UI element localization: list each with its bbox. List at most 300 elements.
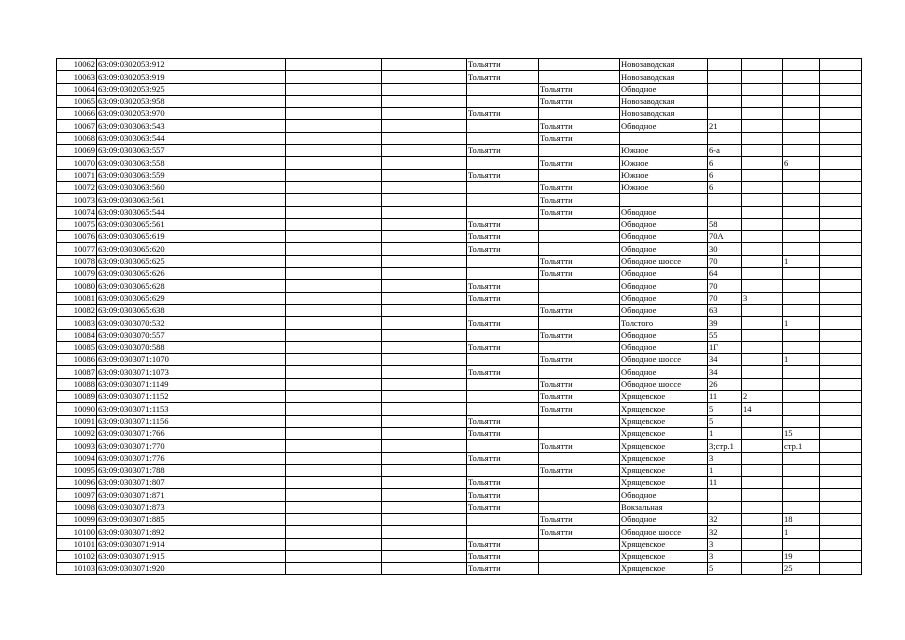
cell-extra-number: 19 [783,550,820,562]
cell-city-col-b [539,108,620,120]
cell-row-number: 10103 [57,563,97,575]
cell-cadastral-number: 63:09:0302053:925 [97,83,286,95]
cell-city-col-b: Тольятти [539,120,620,132]
cell-street: Обводное шоссе [620,526,708,538]
cell-empty-col-a [286,280,382,292]
cell-extra-number: стр.1 [783,440,820,452]
cell-cadastral-number: 63:09:0303063:543 [97,120,286,132]
table-row [57,194,862,206]
cell-street: Новозаводская [620,59,708,71]
cell-empty-col-c [820,206,862,218]
cell-city-col-a [467,95,539,107]
cell-empty-col-c [820,194,862,206]
cell-empty-col-a [286,366,382,378]
cell-empty-col-c [820,218,862,230]
cell-empty-col-b [382,181,467,193]
cell-empty-col-b [382,132,467,144]
cell-row-number: 10096 [57,477,97,489]
cell-building-number [742,181,783,193]
cell-city-col-a: Тольятти [467,231,539,243]
table-row [57,440,862,452]
cell-extra-number [783,95,820,107]
cell-row-number: 10069 [57,145,97,157]
cell-city-col-a: Тольятти [467,108,539,120]
cell-empty-col-a [286,378,382,390]
table-row [57,231,862,243]
cell-empty-col-a [286,489,382,501]
cell-extra-number [783,477,820,489]
cell-empty-col-a [286,440,382,452]
cell-empty-col-a [286,243,382,255]
cell-empty-col-c [820,440,862,452]
cell-house-number [708,83,742,95]
cell-cadastral-number: 63:09:0303063:544 [97,132,286,144]
cell-extra-number [783,378,820,390]
cell-empty-col-b [382,120,467,132]
cell-cadastral-number: 63:09:0303070:588 [97,341,286,353]
cell-building-number [742,206,783,218]
cell-city-col-b [539,243,620,255]
cell-city-col-b [539,477,620,489]
cell-street: Толстого [620,317,708,329]
cell-city-col-a [467,304,539,316]
cell-street: Обводное [620,243,708,255]
cell-extra-number [783,501,820,513]
cell-row-number: 10099 [57,513,97,525]
cell-building-number [742,489,783,501]
cell-empty-col-b [382,95,467,107]
cell-street: Обводное [620,218,708,230]
cell-row-number: 10102 [57,550,97,562]
cell-empty-col-a [286,329,382,341]
cell-building-number [742,550,783,562]
cell-cadastral-number: 63:09:0303065:619 [97,231,286,243]
cell-building-number [742,513,783,525]
table-row [57,477,862,489]
cell-house-number: 3 [708,550,742,562]
cell-cadastral-number: 63:09:0302053:958 [97,95,286,107]
cell-street: Обводное [620,341,708,353]
table-body [57,59,862,575]
cell-building-number [742,157,783,169]
cell-row-number: 10079 [57,268,97,280]
table-row [57,563,862,575]
cell-building-number [742,563,783,575]
cell-empty-col-c [820,83,862,95]
cell-house-number: 58 [708,218,742,230]
cell-empty-col-c [820,157,862,169]
table-row [57,181,862,193]
cell-extra-number [783,132,820,144]
cell-empty-col-a [286,415,382,427]
cell-city-col-a: Тольятти [467,292,539,304]
cell-cadastral-number: 63:09:0303065:561 [97,218,286,230]
cell-empty-col-c [820,341,862,353]
cell-row-number: 10095 [57,464,97,476]
cell-street: Хрящевское [620,440,708,452]
cell-house-number: 1 [708,427,742,439]
table-row [57,378,862,390]
cell-extra-number: 6 [783,157,820,169]
cell-building-number [742,304,783,316]
cell-building-number [742,255,783,267]
cell-street: Хрящевское [620,391,708,403]
table-row [57,304,862,316]
cell-street: Обводное [620,206,708,218]
cell-street: Южное [620,145,708,157]
cell-row-number: 10068 [57,132,97,144]
cell-street: Новозаводская [620,71,708,83]
cell-row-number: 10085 [57,341,97,353]
cell-empty-col-a [286,59,382,71]
cell-empty-col-b [382,550,467,562]
cell-building-number [742,132,783,144]
cell-city-col-a: Тольятти [467,489,539,501]
cell-street: Хрящевское [620,477,708,489]
cell-empty-col-b [382,292,467,304]
cell-empty-col-a [286,427,382,439]
cell-empty-col-b [382,83,467,95]
cell-city-col-b [539,452,620,464]
cell-building-number: 14 [742,403,783,415]
table-row [57,280,862,292]
table-row [57,169,862,181]
cell-empty-col-b [382,526,467,538]
cell-house-number [708,95,742,107]
cell-building-number [742,526,783,538]
cell-empty-col-c [820,354,862,366]
cell-house-number: 5 [708,403,742,415]
cell-row-number: 10086 [57,354,97,366]
cell-cadastral-number: 63:09:0303071:1073 [97,366,286,378]
cell-house-number: 70А [708,231,742,243]
cell-row-number: 10092 [57,427,97,439]
cell-city-col-b [539,231,620,243]
cell-row-number: 10097 [57,489,97,501]
cell-cadastral-number: 63:09:0303071:788 [97,464,286,476]
cell-city-col-b: Тольятти [539,255,620,267]
cell-city-col-b [539,169,620,181]
cell-empty-col-b [382,194,467,206]
table-row [57,538,862,550]
cell-cadastral-number: 63:09:0303065:629 [97,292,286,304]
cell-city-col-b [539,59,620,71]
cell-empty-col-c [820,550,862,562]
cell-street: Хрящевское [620,550,708,562]
cell-empty-col-b [382,71,467,83]
cell-empty-col-a [286,132,382,144]
cell-city-col-a [467,329,539,341]
cell-city-col-a [467,206,539,218]
cell-extra-number [783,268,820,280]
cell-empty-col-b [382,108,467,120]
cell-empty-col-a [286,194,382,206]
cell-empty-col-c [820,526,862,538]
cell-empty-col-a [286,452,382,464]
cell-empty-col-c [820,501,862,513]
cell-empty-col-b [382,341,467,353]
cell-extra-number: 1 [783,354,820,366]
cell-city-col-a [467,464,539,476]
cell-empty-col-c [820,59,862,71]
cell-empty-col-b [382,403,467,415]
cell-empty-col-b [382,329,467,341]
cell-house-number: 34 [708,354,742,366]
cell-building-number [742,95,783,107]
cell-city-col-b: Тольятти [539,194,620,206]
cell-city-col-b [539,550,620,562]
cell-empty-col-a [286,108,382,120]
cell-street: Хрящевское [620,538,708,550]
cell-cadastral-number: 63:09:0303070:532 [97,317,286,329]
cell-extra-number [783,538,820,550]
cell-city-col-a [467,194,539,206]
cell-empty-col-a [286,538,382,550]
cell-empty-col-c [820,108,862,120]
cell-empty-col-a [286,157,382,169]
cell-city-col-b: Тольятти [539,206,620,218]
cell-row-number: 10071 [57,169,97,181]
cell-cadastral-number: 63:09:0303071:1149 [97,378,286,390]
table-row [57,83,862,95]
cell-building-number [742,280,783,292]
cell-empty-col-a [286,255,382,267]
cell-empty-col-b [382,304,467,316]
cell-house-number: 64 [708,268,742,280]
cell-cadastral-number: 63:09:0303071:807 [97,477,286,489]
cell-building-number [742,145,783,157]
cell-city-col-a: Тольятти [467,538,539,550]
cell-empty-col-c [820,243,862,255]
cell-cadastral-number: 63:09:0303071:1153 [97,403,286,415]
cell-city-col-a [467,513,539,525]
cell-extra-number [783,292,820,304]
cell-extra-number [783,120,820,132]
cell-city-col-b: Тольятти [539,391,620,403]
table-row [57,366,862,378]
cell-house-number: 5 [708,415,742,427]
cell-building-number [742,317,783,329]
cell-street: Новозаводская [620,108,708,120]
cell-city-col-b [539,218,620,230]
cell-building-number [742,329,783,341]
cell-empty-col-a [286,563,382,575]
cell-cadastral-number: 63:09:0303071:766 [97,427,286,439]
cell-house-number: 6 [708,157,742,169]
cell-city-col-b: Тольятти [539,132,620,144]
cell-cadastral-number: 63:09:0303071:914 [97,538,286,550]
cell-cadastral-number: 63:09:0303063:559 [97,169,286,181]
cell-city-col-b: Тольятти [539,304,620,316]
cell-street [620,132,708,144]
cell-empty-col-a [286,341,382,353]
table-row [57,550,862,562]
cell-house-number: 6 [708,169,742,181]
cell-city-col-b: Тольятти [539,329,620,341]
cell-row-number: 10072 [57,181,97,193]
cell-city-col-b: Тольятти [539,526,620,538]
cell-row-number: 10074 [57,206,97,218]
cell-street: Вокзальная [620,501,708,513]
cell-city-col-a: Тольятти [467,243,539,255]
cell-house-number: 55 [708,329,742,341]
cell-building-number [742,354,783,366]
cell-street: Южное [620,169,708,181]
cell-building-number [742,378,783,390]
cell-empty-col-c [820,280,862,292]
cell-city-col-a [467,83,539,95]
cell-street: Обводное [620,268,708,280]
table-row [57,218,862,230]
cell-building-number [742,538,783,550]
cell-building-number [742,108,783,120]
cell-city-col-b: Тольятти [539,157,620,169]
cell-city-col-b: Тольятти [539,378,620,390]
cell-house-number: 3;стр.1 [708,440,742,452]
cell-empty-col-a [286,391,382,403]
cell-empty-col-c [820,181,862,193]
cell-empty-col-b [382,415,467,427]
cell-city-col-b [539,317,620,329]
table-row [57,464,862,476]
cell-city-col-a: Тольятти [467,280,539,292]
cell-row-number: 10081 [57,292,97,304]
cell-cadastral-number: 63:09:0303071:920 [97,563,286,575]
cell-house-number: 39 [708,317,742,329]
cell-extra-number: 1 [783,526,820,538]
cell-cadastral-number: 63:09:0303065:626 [97,268,286,280]
cell-cadastral-number: 63:09:0302053:912 [97,59,286,71]
cell-cadastral-number: 63:09:0303071:770 [97,440,286,452]
cell-extra-number [783,391,820,403]
cell-empty-col-c [820,489,862,501]
cell-extra-number [783,329,820,341]
cell-street: Новозаводская [620,95,708,107]
cell-empty-col-b [382,538,467,550]
cell-building-number: 2 [742,391,783,403]
cell-city-col-a: Тольятти [467,317,539,329]
cell-cadastral-number: 63:09:0303063:558 [97,157,286,169]
cell-empty-col-c [820,452,862,464]
cell-empty-col-a [286,550,382,562]
cell-house-number: 70 [708,255,742,267]
cell-city-col-b: Тольятти [539,440,620,452]
cell-empty-col-c [820,427,862,439]
cell-cadastral-number: 63:09:0303071:915 [97,550,286,562]
cell-empty-col-b [382,378,467,390]
table-row [57,71,862,83]
cell-empty-col-b [382,206,467,218]
cell-extra-number [783,243,820,255]
cell-empty-col-b [382,218,467,230]
cell-cadastral-number: 63:09:0303071:871 [97,489,286,501]
cell-extra-number [783,366,820,378]
cell-city-col-b: Тольятти [539,513,620,525]
cell-extra-number [783,206,820,218]
cell-city-col-a: Тольятти [467,145,539,157]
cell-city-col-a: Тольятти [467,341,539,353]
cell-empty-col-a [286,169,382,181]
cell-city-col-a [467,526,539,538]
table-row [57,427,862,439]
cell-house-number: 32 [708,513,742,525]
cell-extra-number [783,194,820,206]
cell-row-number: 10084 [57,329,97,341]
cell-empty-col-b [382,464,467,476]
cell-city-col-b [539,341,620,353]
cell-city-col-a [467,403,539,415]
cell-city-col-a [467,440,539,452]
cell-extra-number [783,452,820,464]
cell-street: Хрящевское [620,464,708,476]
table-row [57,329,862,341]
cell-cadastral-number: 63:09:0303065:544 [97,206,286,218]
cell-city-col-a [467,120,539,132]
cell-city-col-a: Тольятти [467,550,539,562]
cell-street [620,194,708,206]
cell-row-number: 10062 [57,59,97,71]
cell-house-number: 70 [708,280,742,292]
cell-building-number [742,218,783,230]
cell-city-col-a: Тольятти [467,218,539,230]
cell-row-number: 10100 [57,526,97,538]
cell-building-number [742,71,783,83]
cell-row-number: 10077 [57,243,97,255]
cell-empty-col-c [820,145,862,157]
cell-city-col-b: Тольятти [539,268,620,280]
cell-extra-number [783,83,820,95]
cell-cadastral-number: 63:09:0303071:892 [97,526,286,538]
cell-empty-col-a [286,71,382,83]
cell-street: Хрящевское [620,452,708,464]
cell-house-number: 3 [708,452,742,464]
cell-cadastral-number: 63:09:0303065:625 [97,255,286,267]
cell-empty-col-c [820,477,862,489]
cell-building-number [742,231,783,243]
cell-street: Обводное [620,489,708,501]
table-row [57,243,862,255]
cell-empty-col-b [382,489,467,501]
cell-row-number: 10089 [57,391,97,403]
cell-city-col-b [539,292,620,304]
cell-street: Обводное [620,366,708,378]
cell-street: Хрящевское [620,403,708,415]
table-row [57,145,862,157]
cell-house-number: 1 [708,464,742,476]
cell-extra-number [783,71,820,83]
cell-empty-col-b [382,354,467,366]
cell-row-number: 10067 [57,120,97,132]
cell-empty-col-a [286,513,382,525]
cell-row-number: 10082 [57,304,97,316]
cell-extra-number [783,280,820,292]
cell-house-number: 11 [708,391,742,403]
cell-street: Хрящевское [620,427,708,439]
cell-street: Обводное [620,83,708,95]
cell-empty-col-b [382,231,467,243]
cell-empty-col-a [286,268,382,280]
table-row [57,501,862,513]
cell-city-col-b [539,145,620,157]
cell-extra-number: 15 [783,427,820,439]
cell-empty-col-c [820,391,862,403]
cell-empty-col-c [820,169,862,181]
cell-house-number: 11 [708,477,742,489]
cell-city-col-a: Тольятти [467,477,539,489]
table-row [57,391,862,403]
cell-empty-col-c [820,120,862,132]
cell-city-col-a [467,354,539,366]
